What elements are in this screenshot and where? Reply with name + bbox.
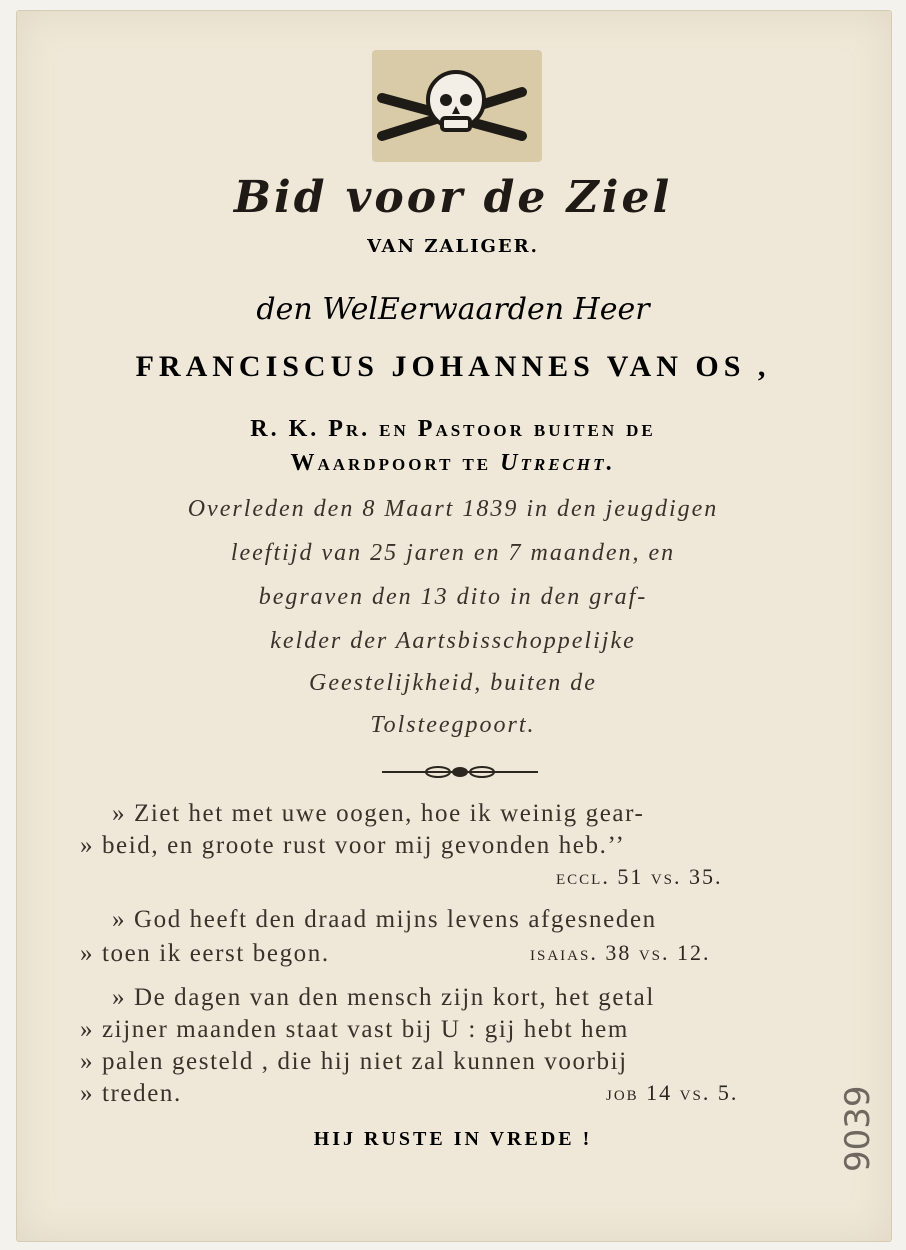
quote-2-line-1: » God heeft den draad mijns levens afgesneden [112, 906, 657, 933]
body-line: kelder der Aartsbisschoppelijke [270, 628, 636, 654]
quote-1-ref: eccl. 51 vs. 35. [556, 864, 723, 889]
closing-line: HIJ RUSTE IN VREDE ! [313, 1128, 593, 1150]
quote-3-line-3: » palen gesteld , die hij niet zal kunnen voorbij [80, 1048, 628, 1075]
body-line: begraven den 13 dito in den graf- [258, 584, 648, 610]
rank-line-2-city: Utrecht. [500, 450, 616, 476]
rank-line-1: R. K. Pr. en Pastoor buiten de [250, 416, 656, 442]
rank-line-2-prefix: Waardpoort te [290, 450, 501, 476]
skull-crossbones-icon [372, 50, 542, 162]
body-line: leeftijd van 25 jaren en 7 maanden, en [230, 540, 676, 566]
body-line: Tolsteegpoort. [370, 712, 536, 738]
body-line: Geestelijkheid, buiten de [309, 670, 597, 696]
quote-2-ref: isaias. 38 vs. 12. [530, 940, 711, 965]
card-title: Bid voor de Ziel [233, 172, 673, 223]
quote-3-line-1: » De dagen van den mensch zijn kort, het getal [112, 984, 655, 1011]
ornamental-divider [380, 762, 540, 782]
quote-3-ref: job 14 vs. 5. [606, 1080, 739, 1105]
body-line: Overleden den 8 Maart 1839 in den jeugdigen [187, 496, 719, 522]
archive-number: 9039 [838, 1085, 878, 1172]
subtitle-heer: den WelEerwaarden Heer [256, 292, 650, 327]
subtitle-van-zaliger: VAN ZALIGER. [367, 236, 539, 257]
quote-1-line-1: » Ziet het met uwe oogen, hoe ik weinig gear- [112, 800, 645, 827]
deceased-name: FRANCISCUS JOHANNES VAN OS , [135, 350, 771, 383]
quote-1-line-2: » beid, en groote rust voor mij gevonden heb.’’ [80, 832, 626, 859]
rank-line-2 [0, 450, 906, 477]
quote-2-line-2: » toen ik eerst begon. [80, 940, 330, 967]
quote-3-line-4: » treden. [80, 1080, 182, 1107]
quote-3-line-2: » zijner maanden staat vast bij U : gij hebt hem [80, 1016, 629, 1043]
